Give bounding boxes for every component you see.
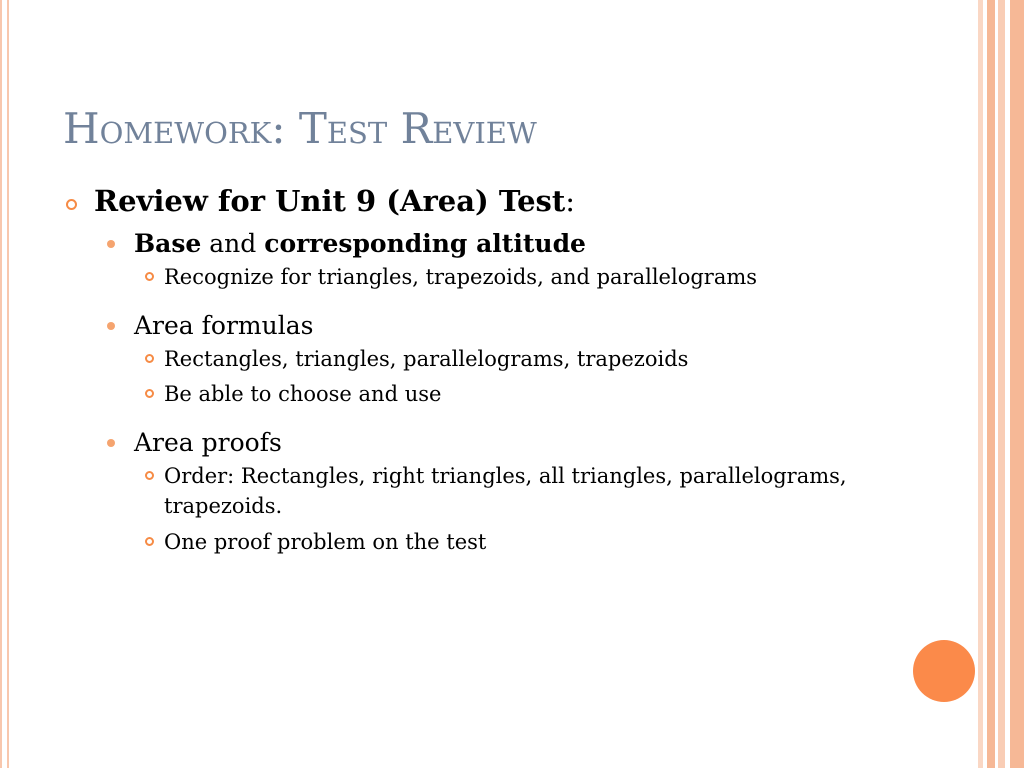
ring-bullet-icon [145, 471, 154, 480]
ring-bullet-icon [66, 199, 77, 210]
bullet-item-level-1 [64, 184, 944, 219]
bullet-item-level-3 [64, 263, 944, 293]
bullet-item-level-3 [64, 528, 944, 558]
bullet-text: Be able to choose and use [164, 382, 442, 407]
left-border-thin-stripe [7, 0, 9, 768]
right-decor-stripe [987, 0, 995, 768]
right-decor-stripe [998, 0, 1005, 768]
bullet-text: Base [134, 228, 202, 258]
bullet-text: and [201, 228, 265, 258]
left-border-stripe [0, 0, 2, 768]
right-decor-stripe [978, 0, 983, 768]
filled-circle-bullet-icon [107, 322, 115, 330]
bullet-text: corresponding altitude [264, 228, 586, 258]
bullet-text: : [565, 184, 576, 218]
ring-bullet-icon [145, 354, 154, 363]
bullet-item-level-3 [64, 345, 944, 375]
bullet-text: Rectangles, triangles, parallelograms, trapezoids [164, 346, 689, 371]
bullet-text: Review for Unit 9 (Area) Test [94, 184, 566, 218]
bullet-item-level-3 [64, 380, 944, 410]
right-decor-stripe [1010, 0, 1024, 768]
filled-circle-bullet-icon [107, 439, 115, 447]
bullet-text: Order: Rectangles, right triangles, all triangles, parallelograms, trapezoids. [164, 464, 847, 519]
bullet-item-level-2 [64, 311, 944, 341]
filled-circle-bullet-icon [107, 240, 115, 248]
bullet-text: Area proofs [134, 428, 282, 458]
ring-bullet-icon [145, 272, 154, 281]
bullet-item-level-2 [64, 428, 944, 458]
bullet-item-level-2 [64, 229, 944, 259]
ring-bullet-icon [145, 537, 154, 546]
bullet-text: One proof problem on the test [164, 529, 487, 554]
slide-title: Homework: Test Review [63, 104, 537, 153]
ring-bullet-icon [145, 389, 154, 398]
bullet-list [64, 184, 944, 558]
bullet-text: Recognize for triangles, trapezoids, and parallelograms [164, 264, 758, 289]
decorative-circle [913, 640, 975, 702]
bullet-item-level-3 [64, 462, 944, 522]
bullet-text: Area formulas [134, 310, 314, 340]
